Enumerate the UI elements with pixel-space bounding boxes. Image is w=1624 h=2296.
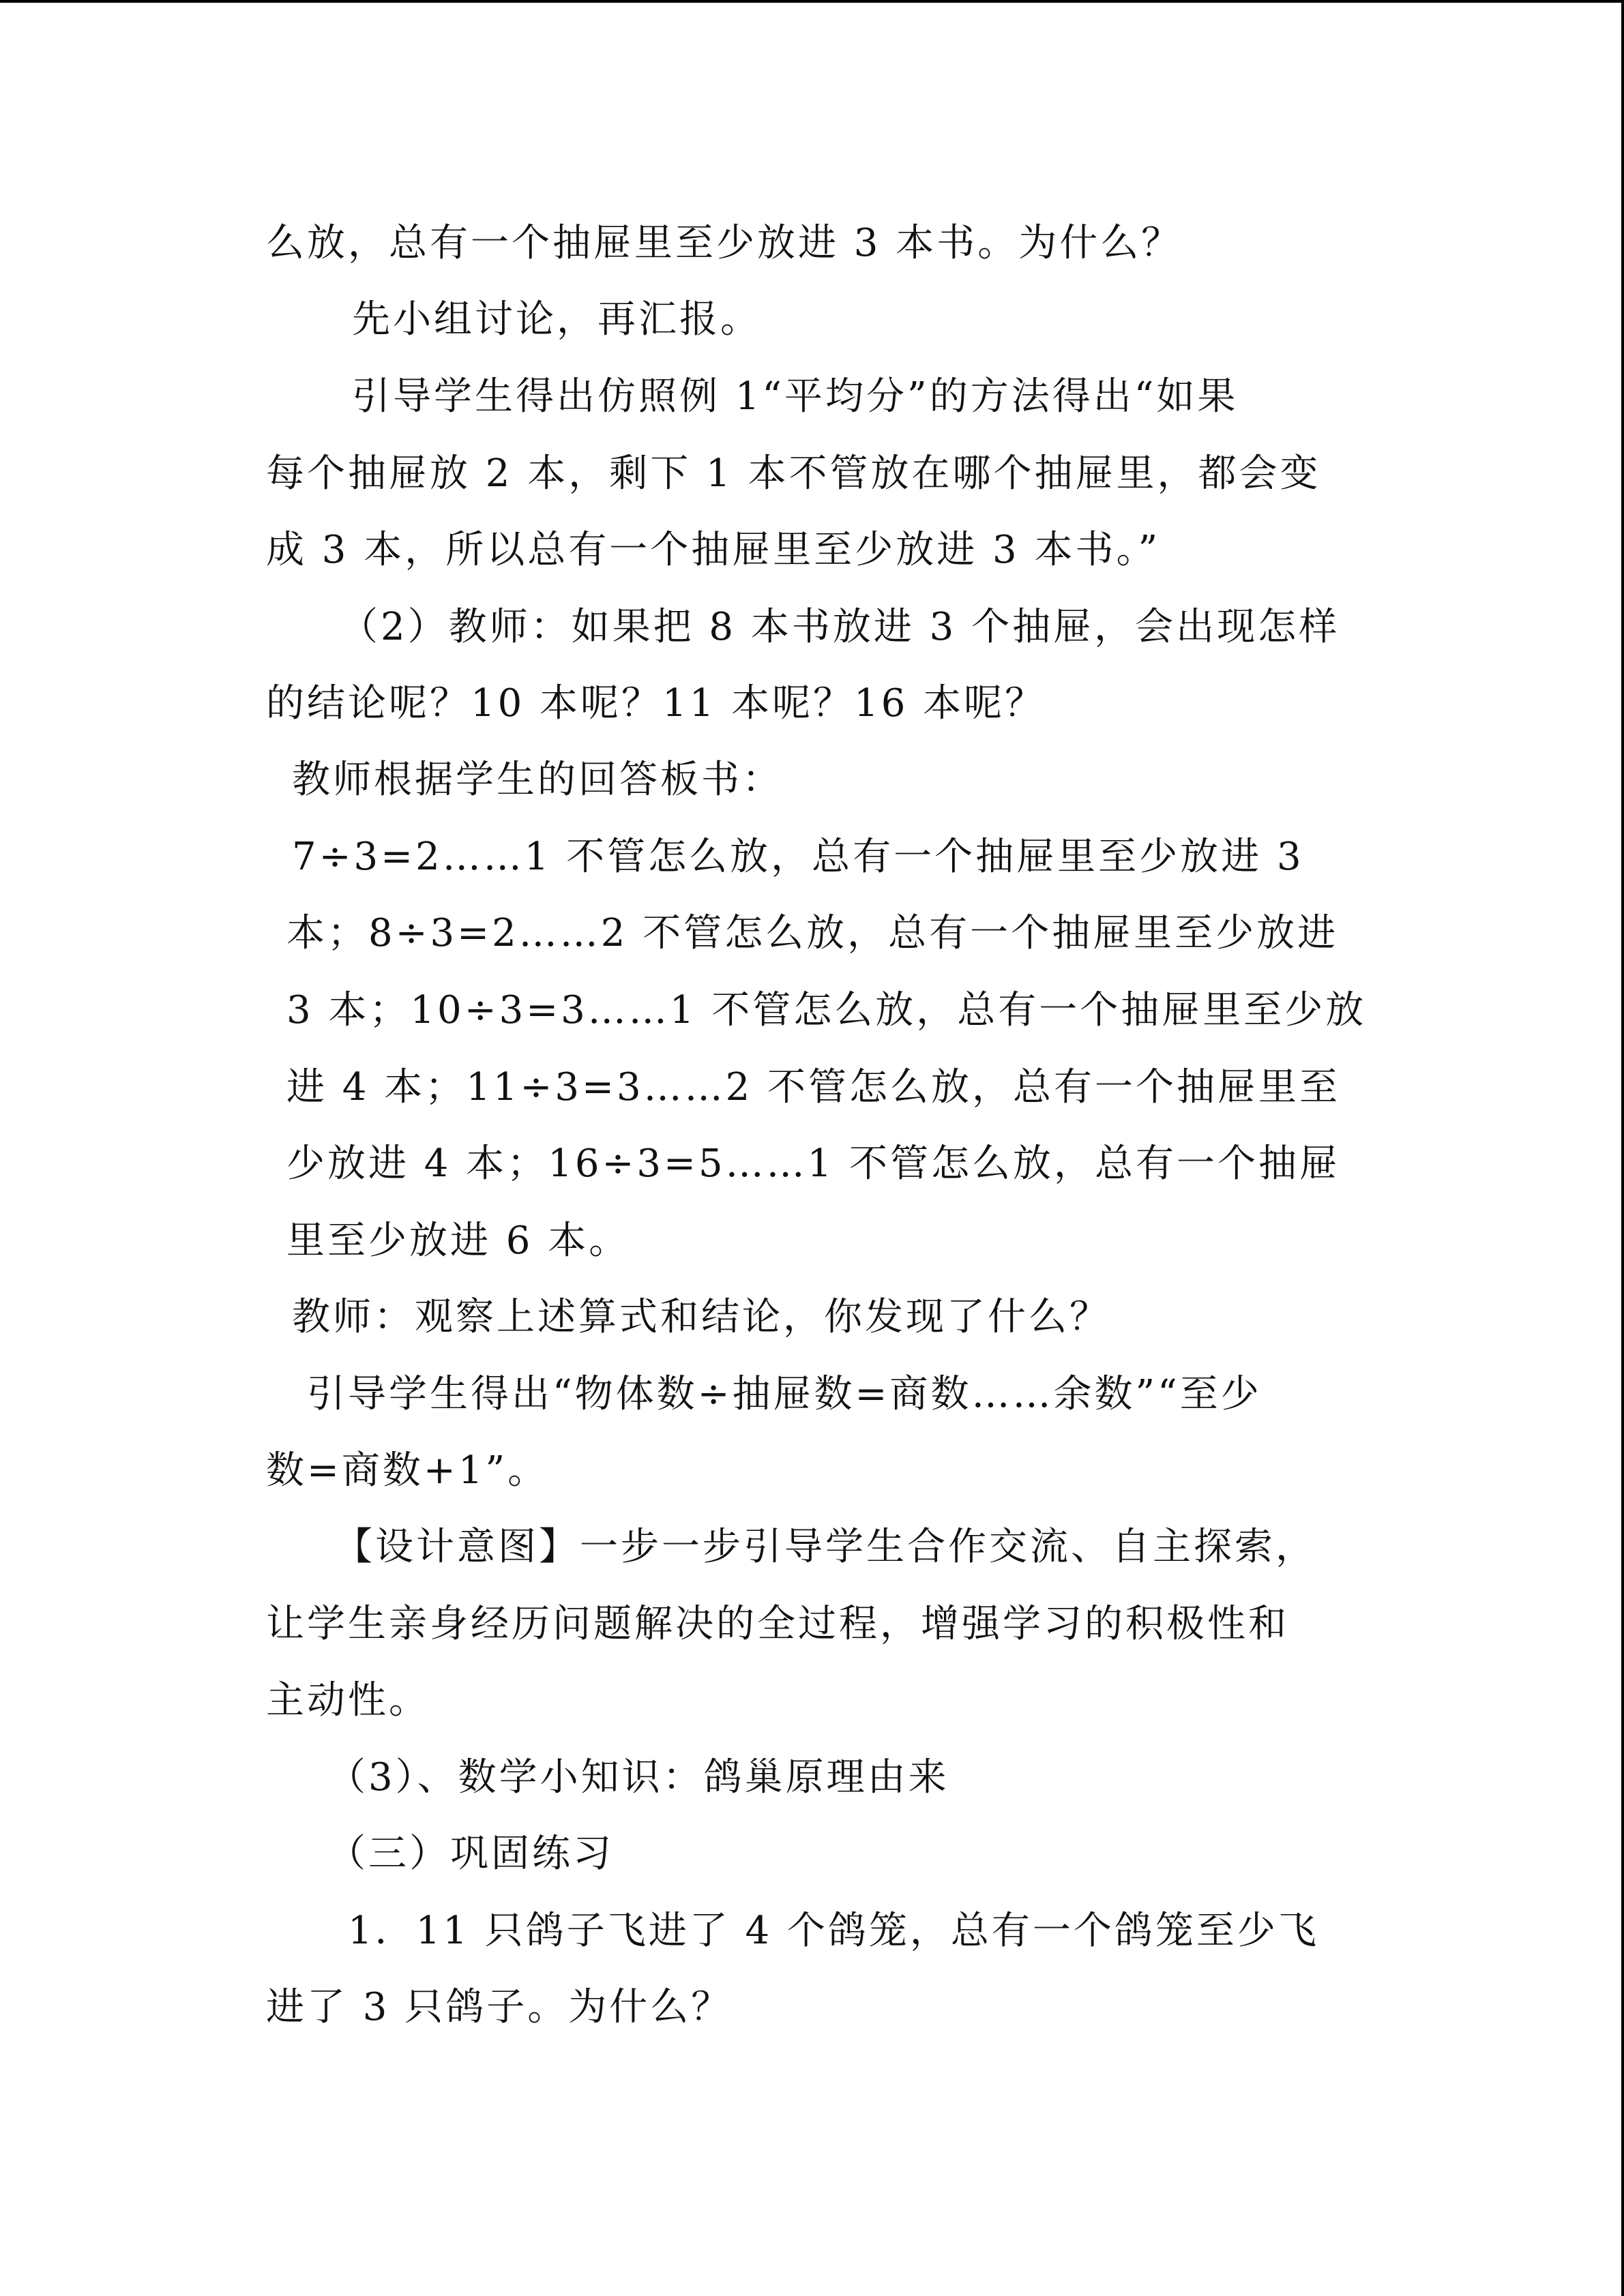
- text-line: 教师根据学生的回答板书：: [292, 758, 783, 802]
- text-line: 里至少放进 6 本。: [286, 1219, 630, 1263]
- text-line: 【设计意图】一步一步引导学生合作交流、自主探索，: [334, 1525, 1316, 1569]
- text-line: 7÷3=2……1 不管怎么放，总有一个抽屉里至少放进 3: [292, 835, 1304, 879]
- text-line: 先小组讨论，再汇报。: [352, 297, 761, 342]
- text-line: 主动性。: [266, 1678, 430, 1723]
- text-line: （三）巩固练习: [327, 1832, 614, 1876]
- text-line: 本；8÷3=2……2 不管怎么放，总有一个抽屉里至少放进: [286, 911, 1339, 955]
- text-line: 3 本；10÷3=3……1 不管怎么放，总有一个抽屉里至少放: [286, 988, 1367, 1032]
- text-line: 数=商数+1”。: [266, 1448, 549, 1493]
- text-line: 么放，总有一个抽屉里至少放进 3 本书。为什么？: [266, 221, 1183, 265]
- text-line: 少放进 4 本；16÷3=5……1 不管怎么放，总有一个抽屉: [286, 1142, 1341, 1186]
- text-line: 教师：观察上述算式和结论，你发现了什么？: [292, 1295, 1110, 1339]
- text-line: （3）、数学小知识：鸽巢原理由来: [327, 1755, 949, 1800]
- text-line: （2）教师：如果把 8 本书放进 3 个抽屉，会出现怎样: [340, 605, 1340, 649]
- text-line: 1．11 只鸽子飞进了 4 个鸽笼，总有一个鸽笼至少飞: [348, 1909, 1319, 1953]
- text-line: 让学生亲身经历问题解决的全过程，增强学习的积极性和: [266, 1602, 1289, 1646]
- text-line: 引导学生得出仿照例 1“平均分”的方法得出“如果: [352, 374, 1239, 419]
- text-line: 引导学生得出“物体数÷抽屉数=商数……余数”“至少: [307, 1372, 1262, 1416]
- text-line: 每个抽屉放 2 本，剩下 1 本不管放在哪个抽屉里，都会变: [266, 451, 1321, 496]
- text-line: 进 4 本；11÷3=3……2 不管怎么放，总有一个抽屉里至: [286, 1065, 1341, 1109]
- text-line: 进了 3 只鸽子。为什么？: [266, 1985, 733, 2029]
- text-line: 的结论呢？10 本呢？11 本呢？16 本呢？: [266, 681, 1046, 726]
- text-line: 成 3 本，所以总有一个抽屉里至少放进 3 本书。”: [266, 528, 1161, 572]
